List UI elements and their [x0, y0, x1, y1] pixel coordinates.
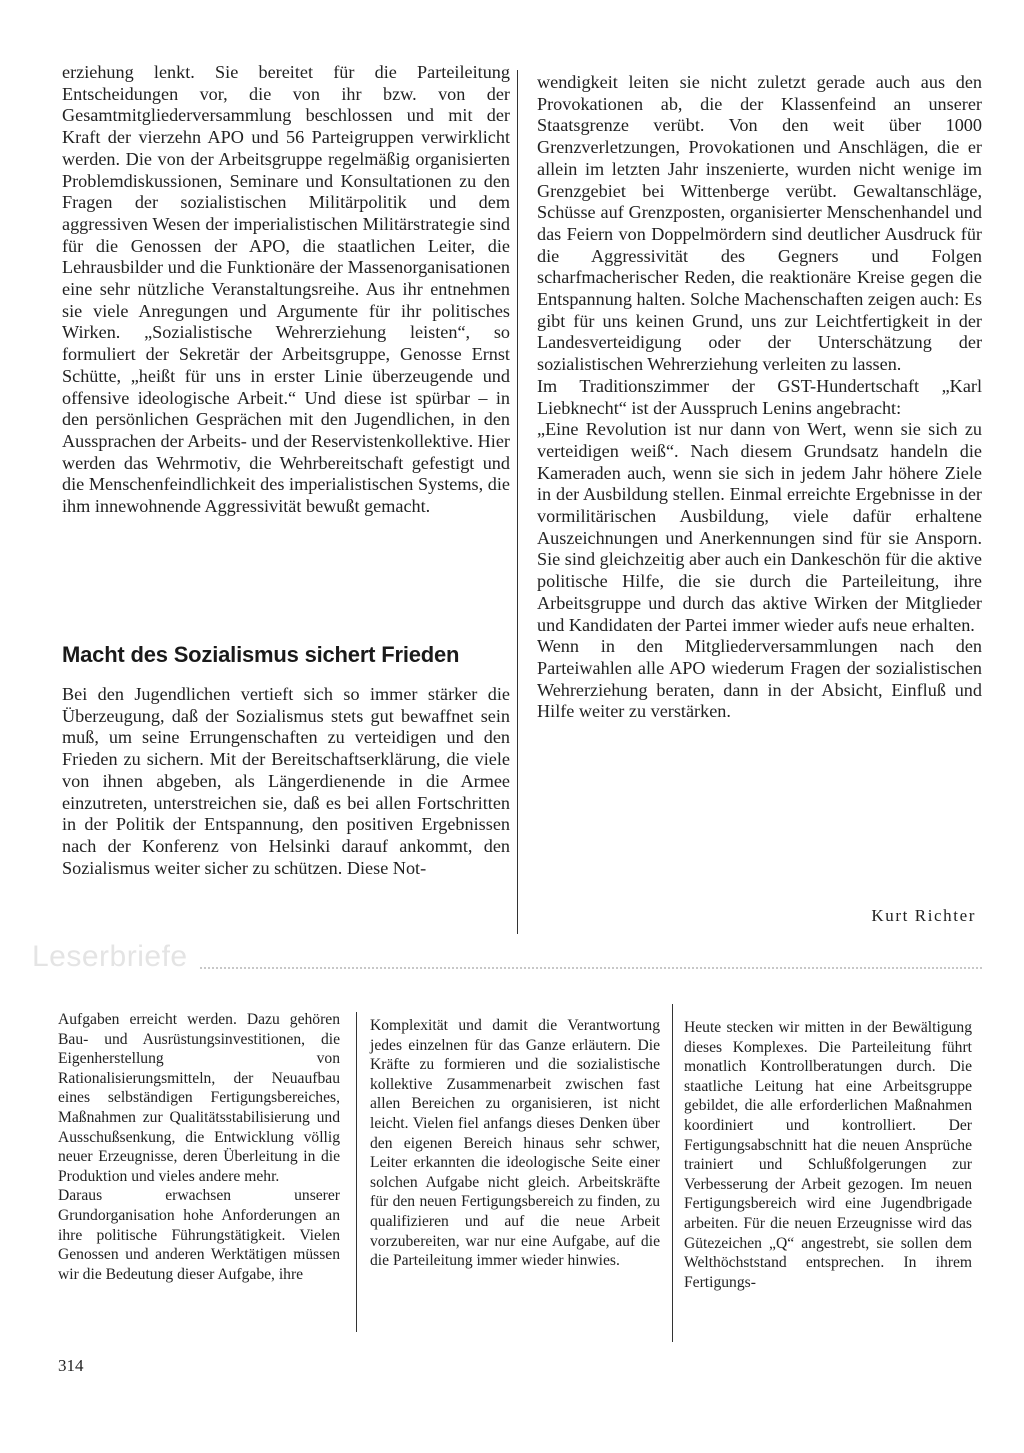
paragraph: Heute stecken wir mitten in der Bewältigung dieses Komplexes. Die Parteileitung führt monatlich Kontrollberatungen durch. Die staatliche Leitung hat eine Arbeitsgruppe gebildet, die alle erforderlichen Maßnahmen koordiniert und kontrolliert. Der Fertigungsabschnitt hat die neuen Ansprüche trainiert und Schlußfolgerungen zur Verbesserung der Arbeit gezogen. Im neuen Fertigungsbereich wird eine Jugendbrigade arbeiten. Für die neuen Erzeugnisse wird das Gütezeichen „Q“ angestrebt, sie sollen dem Welthöchststand entsprechen. In ihrem Fertigungs-	[684, 1019, 972, 1291]
paragraph: Komplexität und damit die Verantwortung jedes einzelnen für das Ganze erläutern. Die Kräfte zu formieren und die sozialistische kollektive Zusammenarbeit zwischen fast allen Bereichen zu organisieren, ist nicht leicht. Vielen fiel anfangs dieses Denken über den eigenen Bereich hinaus sehr schwer, Leiter erkannten die ideologische Seite einer solchen Aufgabe nicht gleich. Arbeitskräfte für den neuen Fertigungsbereich zu finden, zu qualifizieren und auf die neue Arbeit vorzubereiten, war nur eine Aufgabe, auf die die Parteileitung immer wieder hinwies.	[370, 1017, 660, 1270]
paragraph: erziehung lenkt. Sie bereitet für die Parteileitung Entscheidungen vor, die von ihr bzw. von der Gesamtmitgliederversammlung beschlossen und mit der Kraft der vierzehn APO und 56 Parteigruppen verwirklicht werden. Die von der Arbeitsgruppe regelmäßig organisierten Problemdiskussionen, Seminare und Konsultationen zu den Fragen der sozialistischen Militärpolitik und dem aggressiven Wesen der imperialistischen Militärstrategie sind für die Genossen der APO, die staatlichen Leiter, die Lehrausbilder und die Funktionäre der Massenorganisationen eine sehr nützliche Veranstaltungsreihe. Aus ihr entnehmen sie viele Anregungen und Argumente für ihr politisches Wirken. „Sozialistische Wehrerziehung leisten“, so formuliert der Sekretär der Arbeitsgruppe, Genosse Ernst Schütte, „heißt für uns in erster Linie überzeugende und offensive ideologische Arbeit.“ Und diese ist spürbar – in den persönlichen Gesprächen mit den Jugendlichen, in den Aussprachen der Arbeits- und der Reservistenkollektive. Hier werden das Wehrmotiv, die Wehrbereitschaft gefestigt und die Menschenfeindlichkeit des imperialistischen Systems, die ihm innewohnende Aggressivität bewußt gemacht.	[62, 62, 510, 517]
letters-section-label: Leserbriefe	[32, 940, 188, 973]
column-divider	[672, 1004, 673, 1342]
author-signature: Kurt Richter	[871, 906, 976, 925]
article-column-left-top	[62, 62, 510, 518]
section-divider	[200, 967, 982, 969]
paragraph: Daraus erwachsen unserer Grundorganisation hohe Anforderungen an ihre politische Führungstätigkeit. Vielen Genossen und anderen Werktätigen müssen wir die Bedeutung dieser Aufgabe, ihre	[58, 1187, 340, 1283]
letters-column-2	[370, 1016, 660, 1271]
paragraph: „Eine Revolution ist nur dann von Wert, wenn sie sich zu verteidigen weiß“. Nach diesem Grundsatz handeln die Kameraden auch, wenn sie sich in jedem Jahr höhere Ziele in der Ausbildung stellen. Einmal erreichte Ergebnisse in der vormilitärischen Ausbildung, viele dafür erhaltene Auszeichnungen und Anerkennungen sind für sie Ansporn. Sie sind gleichzeitig aber auch ein Dankeschön für die aktive politische Hilfe, die sie durch die Parteileitung, ihre Arbeitsgruppe und durch das aktive Wirken der Mitglieder und Kandidaten der Partei immer wieder aufs neue erhalten.	[537, 419, 982, 635]
paragraph: Aufgaben erreicht werden. Dazu gehören Bau- und Ausrüstungsinvestitionen, die Eigenherstellung von Rationalisierungsmitteln, der Neuaufbau eines selbständigen Fertigungsbereiches, Maßnahmen zur Qualitätsstabilisierung und Ausschußsenkung, die Entwicklung völlig neuer Erzeugnisse, deren Überleitung in die Produktion und vieles andere mehr.	[58, 1011, 340, 1185]
article-column-right	[537, 72, 982, 723]
letters-column-3	[684, 1018, 972, 1292]
column-divider	[517, 70, 518, 934]
paragraph: wendigkeit leiten sie nicht zuletzt gerade auch aus den Provokationen ab, die der Klassenfeind an unserer Staatsgrenze verübt. Von den weit über 1000 Grenzverletzungen, Provokationen und Anschlägen, die er allein im letzten Jahr inszenierte, wurden nicht wenige im Grenzgebiet bei Wittenberge verübt. Gewaltanschläge, Schüsse auf Grenzposten, organisierter Menschenhandel und das Feiern von Doppelmördern sind deutlicher Ausdruck für die Aggressivität des Gegners und Folgen scharfmacherischer Reden, die reaktionäre Kreise gegen die Entspannung halten. Solche Machenschaften zeigen auch: Es gibt für uns keinen Grund, uns zur Leichtfertigkeit in der Landesverteidigung oder der Unterschätzung der sozialistischen Wehrerziehung verleiten zu lassen.	[537, 72, 982, 375]
article-column-left-bottom	[62, 684, 510, 879]
paragraph: Wenn in den Mitgliederversammlungen nach den Parteiwahlen alle APO wiederum Fragen der sozialistischen Wehrerziehung beraten, dann in der Absicht, Einfluß und Hilfe weiter zu verstärken.	[537, 636, 982, 722]
paragraph: Bei den Jugendlichen vertieft sich so immer stärker die Überzeugung, daß der Sozialismus stets gut bewaffnet sein muß, um seine Errungenschaften zu verteidigen und den Frieden zu sichern. Mit der Bereitschaftserklärung, die viele von ihnen abgeben, als Längerdienende in die Armee einzutreten, unterstreichen sie, daß es bei allen Fortschritten in der Politik der Entspannung, den positiven Ergebnissen nach der Konferenz von Helsinki darauf ankommt, den Sozialismus weiter sicher zu schützen. Diese Not-	[62, 684, 510, 878]
paragraph: Im Traditionszimmer der GST-Hundertschaft „Karl Liebknecht“ ist der Ausspruch Lenins angebracht:	[537, 375, 982, 418]
letters-column-1	[58, 1010, 340, 1284]
section-heading: Macht des Sozialismus sichert Frieden	[62, 642, 460, 667]
page-number: 314	[58, 1356, 84, 1375]
column-divider	[356, 1012, 357, 1332]
